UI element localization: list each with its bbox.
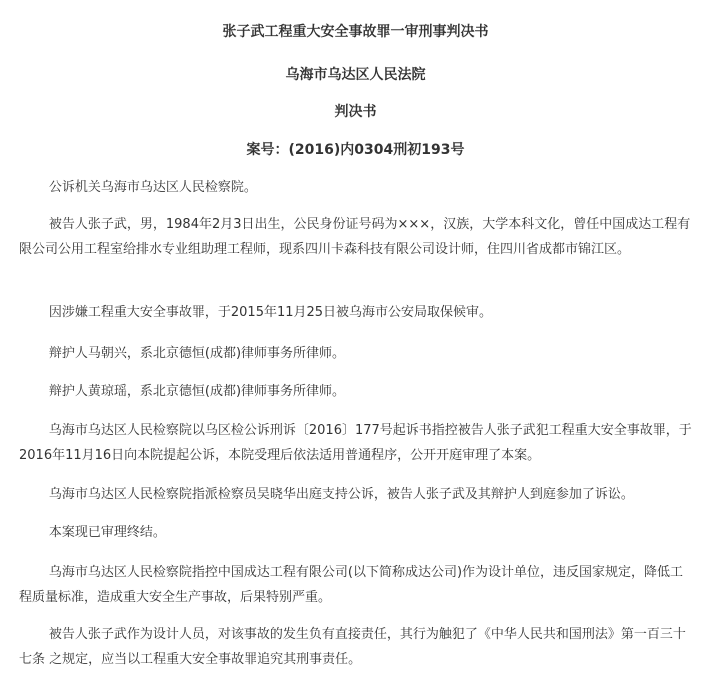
paragraph-defender-2: 辩护人黄琼瑶，系北京德恒(成都)律师事务所律师。	[48, 384, 346, 399]
court-name: 乌海市乌达区人民法院	[285, 67, 426, 83]
paragraph-defender-1: 辩护人马朝兴，系北京德恒(成都)律师事务所律师。	[48, 346, 346, 361]
document-title: 张子武工程重大安全事故罪一审刑事判决书	[222, 24, 489, 40]
paragraph-bail: 因涉嫌工程重大安全事故罪，于2015年11月25日被乌海市公安局取保候审。	[48, 305, 493, 320]
paragraph-defendant: 被告人张子武，男，1984年2月3日出生，公民身份证号码为×××，汉族，大学本科文化，曾任中国成达工程有限公司公用工程室给排水专业组助理工程师，现系四川卡森科技有限公司设计师，住四川省成都市锦江区。	[19, 217, 691, 257]
case-number: 案号：(2016)内0304刑初193号	[246, 142, 465, 158]
paragraph-prosecutor: 公诉机关乌海市乌达区人民检察院。	[48, 180, 257, 195]
paragraph-charge: 乌海市乌达区人民检察院指控中国成达工程有限公司(以下简称成达公司)作为设计单位，违反国家规定，降低工程质量标准，造成重大安全生产事故，后果特别严重。	[19, 565, 684, 605]
paragraph-indictment: 乌海市乌达区人民检察院以乌区检公诉刑诉〔2016〕177号起诉书指控被告人张子武犯工程重大安全事故罪，于2016年11月16日向本院提起公诉，本院受理后依法适用普通程序，公开开庭审理了本案。	[19, 423, 692, 463]
paragraph-concluded: 本案现已审理终结。	[48, 525, 166, 540]
document-type: 判决书	[334, 104, 377, 120]
paragraph-liability: 被告人张子武作为设计人员，对该事故的发生负有直接责任，其行为触犯了《中华人民共和国刑法》第一百三十七条 之规定，应当以工程重大安全事故罪追究其刑事责任。	[19, 627, 686, 667]
paragraph-trial: 乌海市乌达区人民检察院指派检察员吴晓华出庭支持公诉，被告人张子武及其辩护人到庭参加了诉讼。	[48, 487, 634, 502]
